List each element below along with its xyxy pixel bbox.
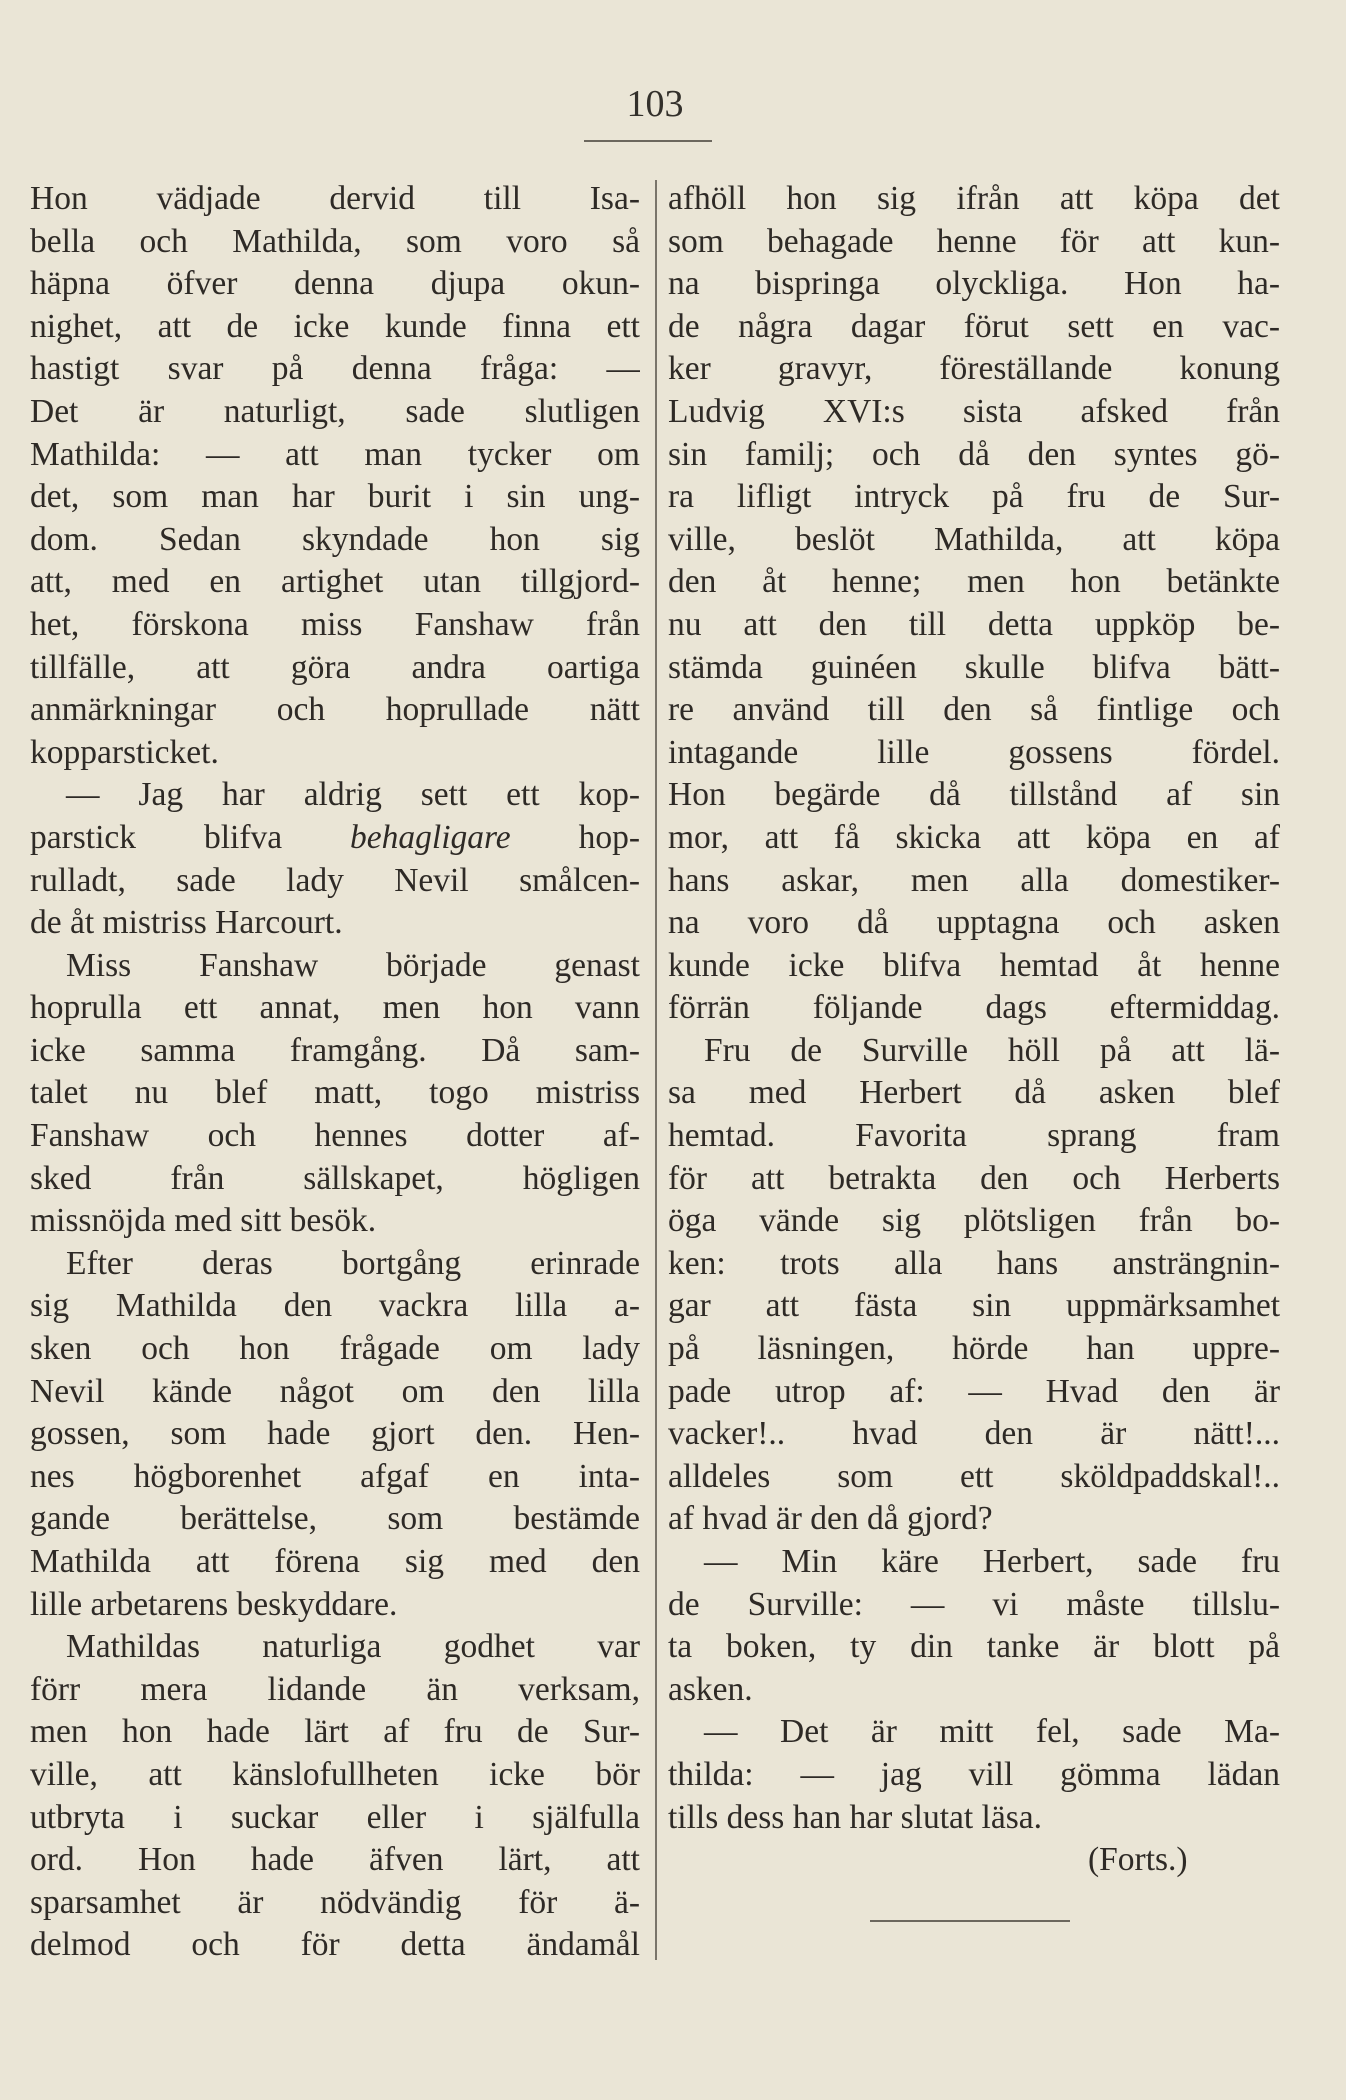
- text-line: Ludvig XVI:s sista afsked från: [668, 392, 1280, 430]
- text-line: ken: trots alla hans ansträngnin-: [668, 1244, 1280, 1282]
- text-line: kopparsticket.: [30, 733, 219, 771]
- text-line: dom. Sedan skyndade hon sig: [30, 520, 640, 558]
- text-line: ra lifligt intryck på fru de Sur-: [668, 478, 1280, 516]
- text-line: Mathilda att förena sig med den: [30, 1543, 640, 1580]
- text-line: Mathilda: — att man tycker om: [30, 435, 640, 473]
- text-line: de Surville: — vi måste tillslu-: [668, 1585, 1280, 1623]
- text-line: sin familj; och då den syntes gö-: [668, 435, 1280, 473]
- text-line: tillfälle, att göra andra oartiga: [30, 648, 640, 686]
- text-line: den åt henne; men hon betänkte: [668, 563, 1280, 601]
- text-line: — Det är mitt fel, sade Ma-: [704, 1713, 1280, 1751]
- text-line: hastigt svar på denna fråga: —: [30, 350, 640, 388]
- text-line: Miss Fanshaw började genast: [66, 946, 640, 984]
- text-line: intagande lille gossens fördel.: [668, 733, 1280, 771]
- text-line: kunde icke blifva hemtad åt henne: [668, 946, 1280, 984]
- text-line: ta boken, ty din tanke är blott på: [668, 1628, 1280, 1666]
- text-line: på läsningen, hörde han uppre-: [668, 1330, 1280, 1368]
- text-line: vacker!.. hvad den är nätt!...: [668, 1415, 1280, 1453]
- text-line: nes högborenhet afgaf en inta-: [30, 1457, 640, 1495]
- text-line: sa med Herbert då asken blef: [668, 1074, 1280, 1112]
- left-column: [30, 178, 640, 1967]
- text-line: hoprulla ett annat, men hon vann: [30, 989, 640, 1027]
- text-line: gande berättelse, som bestämde: [30, 1500, 640, 1538]
- end-rule: [870, 1920, 1070, 1922]
- text-line: Hon begärde då tillstånd af sin: [668, 776, 1280, 814]
- text-line: alldeles som ett sköldpaddskal!..: [668, 1457, 1280, 1495]
- text-line: pade utrop af: — Hvad den är: [668, 1372, 1280, 1410]
- text-line: gossen, som hade gjort den. Hen-: [30, 1415, 640, 1453]
- text-line: talet nu blef matt, togo mistriss: [30, 1074, 640, 1112]
- text-line: gar att fästa sin uppmärksamhet: [668, 1287, 1280, 1325]
- text-line: rulladt, sade lady Nevil smålcen-: [30, 861, 640, 899]
- text-line: delmod och för detta ändamål: [30, 1926, 640, 1964]
- text-line: för att betrakta den och Herberts: [668, 1159, 1280, 1197]
- right-column: [668, 178, 1280, 1882]
- text-line-italic: [30, 817, 640, 860]
- text-line: förrän följande dags eftermiddag.: [668, 989, 1280, 1027]
- text-line: anmärkningar och hoprullade nätt: [30, 691, 640, 729]
- text-line: afhöll hon sig ifrån att köpa det: [668, 180, 1280, 217]
- text-line: hemtad. Favorita sprang fram: [668, 1117, 1280, 1155]
- text-line: hans askar, men alla domestiker-: [668, 861, 1280, 899]
- text-line: — Min käre Herbert, sade fru: [704, 1543, 1280, 1580]
- text-line: icke samma framgång. Då sam-: [30, 1031, 640, 1069]
- text-line: ville, beslöt Mathilda, att köpa: [668, 520, 1280, 558]
- text-fragment: hop-: [510, 818, 640, 856]
- text-line: de åt mistriss Harcourt.: [30, 904, 343, 942]
- text-line: sig Mathilda den vackra lilla a-: [30, 1287, 640, 1325]
- text-line: — Jag har aldrig sett ett kop-: [66, 776, 640, 814]
- page-number: 103: [626, 83, 684, 125]
- text-line: förr mera lidande än verksam,: [30, 1670, 640, 1708]
- text-line: af hvad är den då gjord?: [668, 1500, 993, 1538]
- text-line: sken och hon frågade om lady: [30, 1330, 640, 1368]
- text-line: ker gravyr, föreställande konung: [668, 350, 1280, 388]
- text-line: det, som man har burit i sin ung-: [30, 478, 640, 516]
- text-line: ville, att känslofullheten icke bör: [30, 1755, 640, 1793]
- text-line: thilda: — jag vill gömma lädan: [668, 1755, 1280, 1793]
- text-line: nu att den till detta uppköp be-: [668, 605, 1280, 643]
- text-line: nighet, att de icke kunde finna ett: [30, 307, 640, 345]
- text-line: na voro då upptagna och asken: [668, 904, 1280, 942]
- continuation-note: (Forts.): [1088, 1841, 1188, 1879]
- text-line: Fanshaw och hennes dotter af-: [30, 1117, 640, 1155]
- text-line: mor, att få skicka att köpa en af: [668, 818, 1280, 856]
- text-line: ord. Hon hade äfven lärt, att: [30, 1841, 640, 1879]
- text-line: Det är naturligt, sade slutligen: [30, 392, 640, 430]
- text-line: lille arbetarens beskyddare.: [30, 1585, 398, 1623]
- text-fragment: parstick blifva: [30, 818, 283, 856]
- text-line: utbryta i suckar eller i själfulla: [30, 1798, 640, 1836]
- text-line: att, med en artighet utan tillgjord-: [30, 563, 640, 601]
- text-line: het, förskona miss Fanshaw från: [30, 605, 640, 643]
- italic-word: behagligare: [350, 818, 511, 856]
- text-line: na bispringa olyckliga. Hon ha-: [668, 265, 1280, 303]
- text-line: asken.: [668, 1670, 753, 1708]
- text-line: Fru de Surville höll på att lä-: [704, 1031, 1280, 1069]
- text-line: stämda guinéen skulle blifva bätt-: [668, 648, 1280, 686]
- text-line: häpna öfver denna djupa okun-: [30, 265, 640, 303]
- text-line: öga vände sig plötsligen från bo-: [668, 1202, 1280, 1240]
- text-line: de några dagar förut sett en vac-: [668, 307, 1280, 345]
- text-line: Hon vädjade dervid till Isa-: [30, 180, 640, 217]
- text-line: Efter deras bortgång erinrade: [66, 1244, 640, 1282]
- text-line: sked från sällskapet, högligen: [30, 1159, 640, 1197]
- text-line: Nevil kände något om den lilla: [30, 1372, 640, 1410]
- text-line: som behagade henne för att kun-: [668, 222, 1280, 260]
- column-divider: [655, 180, 657, 1960]
- text-line: Mathildas naturliga godhet var: [66, 1628, 640, 1666]
- text-line: men hon hade lärt af fru de Sur-: [30, 1713, 640, 1751]
- text-line: tills dess han har slutat läsa.: [668, 1798, 1043, 1836]
- text-line: bella och Mathilda, som voro så: [30, 222, 640, 260]
- text-line: missnöjda med sitt besök.: [30, 1202, 377, 1240]
- text-line: re använd till den så fintlige och: [668, 691, 1280, 729]
- header-rule: [584, 140, 712, 142]
- text-line: sparsamhet är nödvändig för ä-: [30, 1883, 640, 1921]
